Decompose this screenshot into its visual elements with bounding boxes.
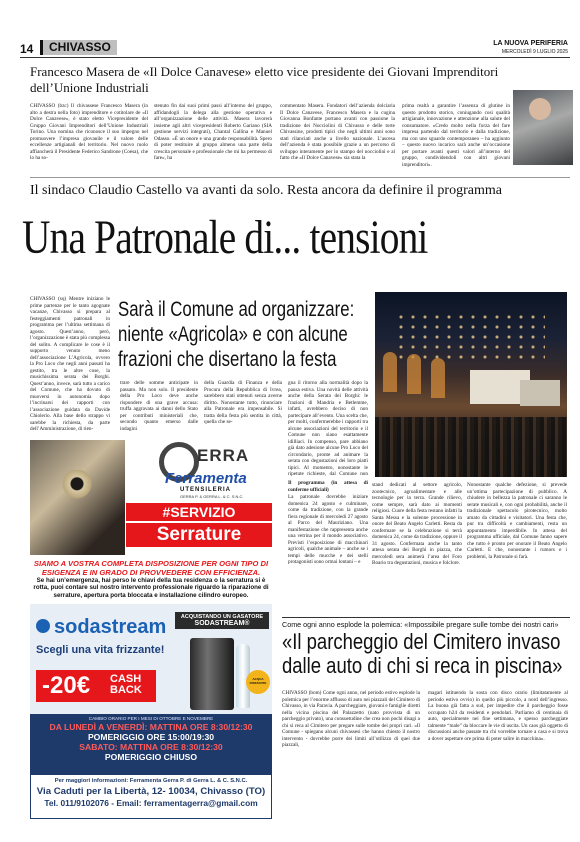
ferramenta-red-text: SIAMO A VOSTRA COMPLETA DISPOSIZIONE PER OGNI TIPO DI ESIGENZA E IN GRADO DI PROVVEDERE CON EFFICIENZA. bbox=[33, 559, 269, 577]
main-story-kicker: Il sindaco Claudio Castello va avanti da solo. Resta ancora da definire il programma bbox=[30, 183, 502, 198]
cashback-badge bbox=[36, 670, 156, 702]
main-story-col4: gna il ritorno alla normalità dopo la pausa estiva. Una novità delle attività anche della Serata dei Borghi: le frazioni di Mandria e Betlemme, infatti, avrebbero deciso di non partecipare all’evento. Una scelta che, per molti, confermerebbe i rapporti tra alcune associazioni del territorio e il Comune non siano esattamente idilliaci. In compenso, pare abbiano già dato adesione alcune Pro Loco del circondario, pronte ad animare la serata con degustazioni dei loro piatti tipici. Al momento, nonostante le ripetute richieste, dal Comune non bbox=[288, 380, 368, 476]
festival-night-photo bbox=[375, 292, 567, 477]
sodastream-ad bbox=[30, 604, 272, 819]
main-story-col4b: La patronale dovrebbe iniziare domenica 24 agosto e culminare, come da tradizione, con la grande fiera regionale di mercoledì 27 agosto al Parco del Mauriziano. Una manifestazione che rappresenta anche una vetrina per il mondo associativo. Previsti l’esposizione di macchinari agricoli, qualche animale – anche se i tempi delle mucche e dei stelli protagonisti sono ormai lontani – e bbox=[288, 494, 368, 565]
soda-machine-image bbox=[190, 638, 234, 710]
top-story-col2: stenuto fin dai suoi primi passi all’interno del gruppo, affidandogli la delega alla gestione operativa e all’organizzazione delle attività. Masera lavorerà insieme agli altri vicepresidenti Roberto Gariano (SIA gestione servizi integrati), Chantal Gallina e Manuel Odasso. «È un onore e una grande responsabilità. Spero di poter restituire al gruppo almeno una parte della crescita personale e professionale che mi ha permesso di fare», ha bbox=[154, 103, 272, 161]
main-story-col5: stand dedicati al settore agricolo, zootecnico, agroalimentare e alle tecnologie per la terra. Grande rilievo, come sempre, sarà dato ai momenti religiosi. Cuore della festa restano infatti la Santa Messa e la solenne processione in onore del Beato Angelo Carletti. Resta da confermare se la celebrazione si terrà domenica 24, come da tradizione, oppure il 31 agosto. Confermata anche la tanto attesa serata dei Borghi in piazza, che mercoledì sera animerà l’area del Foro Boario tra degustazioni, musica e folclore. bbox=[372, 482, 462, 566]
main-story-col3: della Guardia di Finanza e della Procura della Repubblica di Ivrea, sarebbero stati ottenuti senza averne diritto. Nonostante tutto, rinunciare alla Patronale era impensabile. Si tratta della festa più sentita in città, quella che se- bbox=[204, 380, 282, 425]
top-story-col3: commentato Masera. Fondatori dell’azienda dolciaria Il Dolce Canavese, Francesco Masera e la cugina Giovanna Bonfante portano avanti con passione la tradizione dei Nocciolini di Chivasso e delle torte Chivassine, prodotti tipici che negli ultimi anni sono stati rilanciati anche a livello nazionale. L’ascesa dell’azienda è stata possibile grazie a un percorso di sviluppo interamente per lo stampo del nocciolini e al fatto che «Il Dolce Canavese» sia stata la bbox=[280, 103, 395, 161]
acquistando-box bbox=[175, 612, 269, 629]
footer-info: Per maggiori informazioni: Ferramenta Gerra P. di Gerra L. & C. S.N.C. bbox=[54, 778, 248, 784]
third-story-col1: CHIVASSO (bom) Come ogni anno, nel periodo estivo esplode la polemica per l’enorme afflusso di auto nei piazzali del Cimitero di Chivasso, in via Paravia. A parcheggiare, giovani e famiglie diretti nella vicina piscina del Palazzetto (nato provvista di un parcheggio privato), una consuetudine che crea non pochi disagi a chi si reca al Cimitero per pregare sulle tombe dei propri cari. «Il Comune - spiegano alcuni chivassesi che hanno chiesto il nostro intervento - dovrebbe porre dei limiti all’utilizzo di quei due piazzali, bbox=[282, 690, 421, 748]
masthead-title: LA NUOVA PERIFERIA bbox=[493, 40, 568, 47]
subtitle-line-2: niente «Agricola» e con alcune bbox=[118, 323, 348, 346]
sodastream-top bbox=[30, 604, 272, 714]
divider bbox=[30, 177, 570, 178]
sodastream-tagline: Scegli una vita frizzante! bbox=[36, 644, 165, 656]
main-story-title: Una Patronale di... tensioni bbox=[22, 211, 428, 264]
logo-sub: UTENSILERIA bbox=[180, 487, 232, 493]
sodastream-bubble-icon bbox=[36, 619, 50, 633]
section-label: CHIVASSO bbox=[40, 40, 117, 55]
cashback-amount: -20€ bbox=[42, 672, 91, 699]
top-story-col4: prima realtà a garantire l’assenza di glutine in questo prodotto storico, coniugando così qualità artigianale, innovazione e attenzione alla salute del consumatore. «Credo molto nella forza del fare impresa partendo dal territorio e dalla tradizione, ma con uno sguardo contemporaneo – ha aggiunto – questo nuovo incarico sarà anche un’occasione per portare avanti questi valori all’interno del gruppo, condividendoli con altri giovani imprenditori». bbox=[402, 103, 510, 168]
hours-weekday-afternoon: POMERIGGIO ORE 15:00/19:30 bbox=[87, 732, 215, 742]
main-story-col6: Nonostante qualche defezione, si prevede un’ottima partecipazione di pubblico. A chiudere in bellezza la patronale ci saranno le serate musicali e, con ogni probabilità, anche il tradizionale spettacolo pirotecnico, molto amato da cittadini e visitatori. Una festa che, pur tra difficoltà e cambiamenti, resta un appuntamento imperdibile. In attesa del programma ufficiale, dal Comune fanno sapere che tutto è pronto per onorare il Beato Angelo Carletti. E che, nonostante i rumors e i problemi, la Patronale si farà. bbox=[467, 482, 567, 560]
masthead bbox=[493, 40, 568, 56]
main-story-subtitle bbox=[118, 297, 355, 372]
acquistando-brand: SODASTREAM® bbox=[194, 620, 250, 627]
key-in-lock-image bbox=[30, 440, 125, 555]
logo-erra: ERRA bbox=[197, 446, 250, 465]
main-story-col2: trare delle somme anticipate in passato. Ma non solo. Il presidente della Pro Loco deve anche rispondere di una grave accusa: truffa aggravata ai danni dello Stato per contributi ministeriali che, secondo quanto emerso dalle indagini bbox=[120, 380, 198, 432]
subtitle-line-3: frazioni che disertano la festa bbox=[118, 348, 337, 371]
third-story-col2: magari istituendo la sosta con disco orario (limitatamente al periodo estivo ovvio) in quello più piccolo, a nord dell’ingresso. La buona già fatta a sud, per impedire che il parcheggio fosse occupato h24 da residenti e pendolari. Parliamo di centinaia di auto, specialmente nei fine settimana, e spesso parcheggiate talmente “male” da bloccare le vie di uscita. Un caos già oggetto di discussioni anche passate tra chi vorrebbe tornare a casa e si trova a dover aspettare ore prima di poter salire in macchina». bbox=[428, 690, 568, 742]
footer-contact: Tel. 011/9102076 - Email: ferramentagerra@gmail.com bbox=[44, 798, 258, 808]
third-story-title bbox=[282, 629, 563, 678]
page-header bbox=[20, 40, 570, 58]
hours-intro: CAMBIO ORARIO PER I MESI DI OTTOBRE E NOVEMBRE bbox=[88, 716, 214, 721]
acquistando-text: ACQUISTANDO UN GASATORE bbox=[180, 614, 264, 620]
ferramenta-ad-text bbox=[30, 560, 272, 599]
hours-weekday: DA LUNEDÌ A VENERDÌ: MATTINA ORE 8:30/12:30 bbox=[49, 722, 253, 732]
footer-address: Via Caduti per la Libertà, 12- 10034, Chivasso (TO) bbox=[36, 786, 266, 797]
third-title-line-2: dalle auto di chi si reca in piscina» bbox=[282, 653, 563, 678]
service-band: #SERVIZIO bbox=[126, 503, 272, 521]
hours-saturday: SABATO: MATTINA ORE 8:30/12:30 bbox=[79, 742, 223, 752]
top-story-col1: CHIVASSO (bzc) Il chivassese Francesco Masera (in alto a destra nella foto) imprenditore e cotitolare de «Il Dolce Canavese», è stato eletto Vicepresidente del Gruppo Giovani Imprenditori dell’Unione Industriali Torino. Una nomina che riconosce il suo impegno nel promuovere l’impresa giovanile e il valore delle eccellenze artigianali del territorio. Nel nuovo ruolo affiancherà il Presidente Federico Sandrone (Coesa), che lo ha so- bbox=[30, 103, 148, 161]
logo-company: GERRA P. & GERRA L. & C. S.N.C. bbox=[180, 494, 244, 499]
ferramenta-ad bbox=[30, 440, 272, 558]
ferramenta-black-text: Se hai un’emergenza, hai perso le chiavi della tua residenza o la serratura si è rotta, puoi contare sul nostro intervento professionale riguardo la riparazione di serrature, apertura porta bloccata e installazione cilindro europeo. bbox=[33, 577, 269, 599]
ad-footer bbox=[30, 774, 272, 819]
ferramenta-logo bbox=[125, 440, 271, 500]
logo-word: Ferramenta bbox=[165, 470, 247, 487]
third-story-kicker: Come ogni anno esplode la polemica: «Impossibile pregare sulle tombe dei nostri cari» bbox=[282, 620, 559, 629]
sodastream-brand: sodastream bbox=[54, 616, 167, 638]
page-number: 14 bbox=[20, 42, 34, 56]
portrait-photo bbox=[513, 90, 573, 165]
main-story-col1: CHIVASSO (sq) Mentre iniziano le prime partenze per le tanto agognate vacanze, Chivasso si prepara al festeggiamenti patronali in programma per l’ultima settimana di agosto. Quest’anno, però, l’organizzazione è stata più complessa del solito. A complicare le cose è il supporto venuto meno dell’associazione L’Agricola, ovvero la Pro Loco che negli anni passati ha gestito, tra le altre cose, la musichissima serata dei Borghi. Quest’anno, invece, sarà tutto a carico del Comune, che ha dovuto di muoversi in autonomia dopo l’incrinarsi dei rapporti con l’associazione guidata da Davide Chiolerio. Alla base dello strappo vi sarebbe la richiesta, da parte dell’Amministrazione, di rien- bbox=[30, 296, 110, 432]
locks-band: Serrature bbox=[126, 523, 272, 547]
subtitle-line-1: Sarà il Comune ad organizzare: bbox=[118, 298, 355, 321]
issue-date: MERCOLEDÌ 9 LUGLIO 2025 bbox=[501, 49, 568, 55]
seal-badge: ACQUA FRIZZANTE bbox=[246, 670, 270, 694]
third-title-line-1: «Il parcheggio del Cimitero invaso bbox=[282, 629, 561, 654]
hours-saturday-afternoon: POMERIGGIO CHIUSO bbox=[104, 752, 198, 762]
program-subhead: Il programma (in attesa di conferme ufficiali) bbox=[288, 480, 368, 493]
cashback-label: CASH BACK bbox=[110, 673, 142, 696]
opening-hours bbox=[30, 716, 272, 762]
divider bbox=[282, 617, 570, 618]
top-story-kicker: Francesco Masera de «Il Dolce Canavese» eletto vice presidente dei Giovani Imprenditori dell’Unione Industriali bbox=[30, 64, 499, 95]
